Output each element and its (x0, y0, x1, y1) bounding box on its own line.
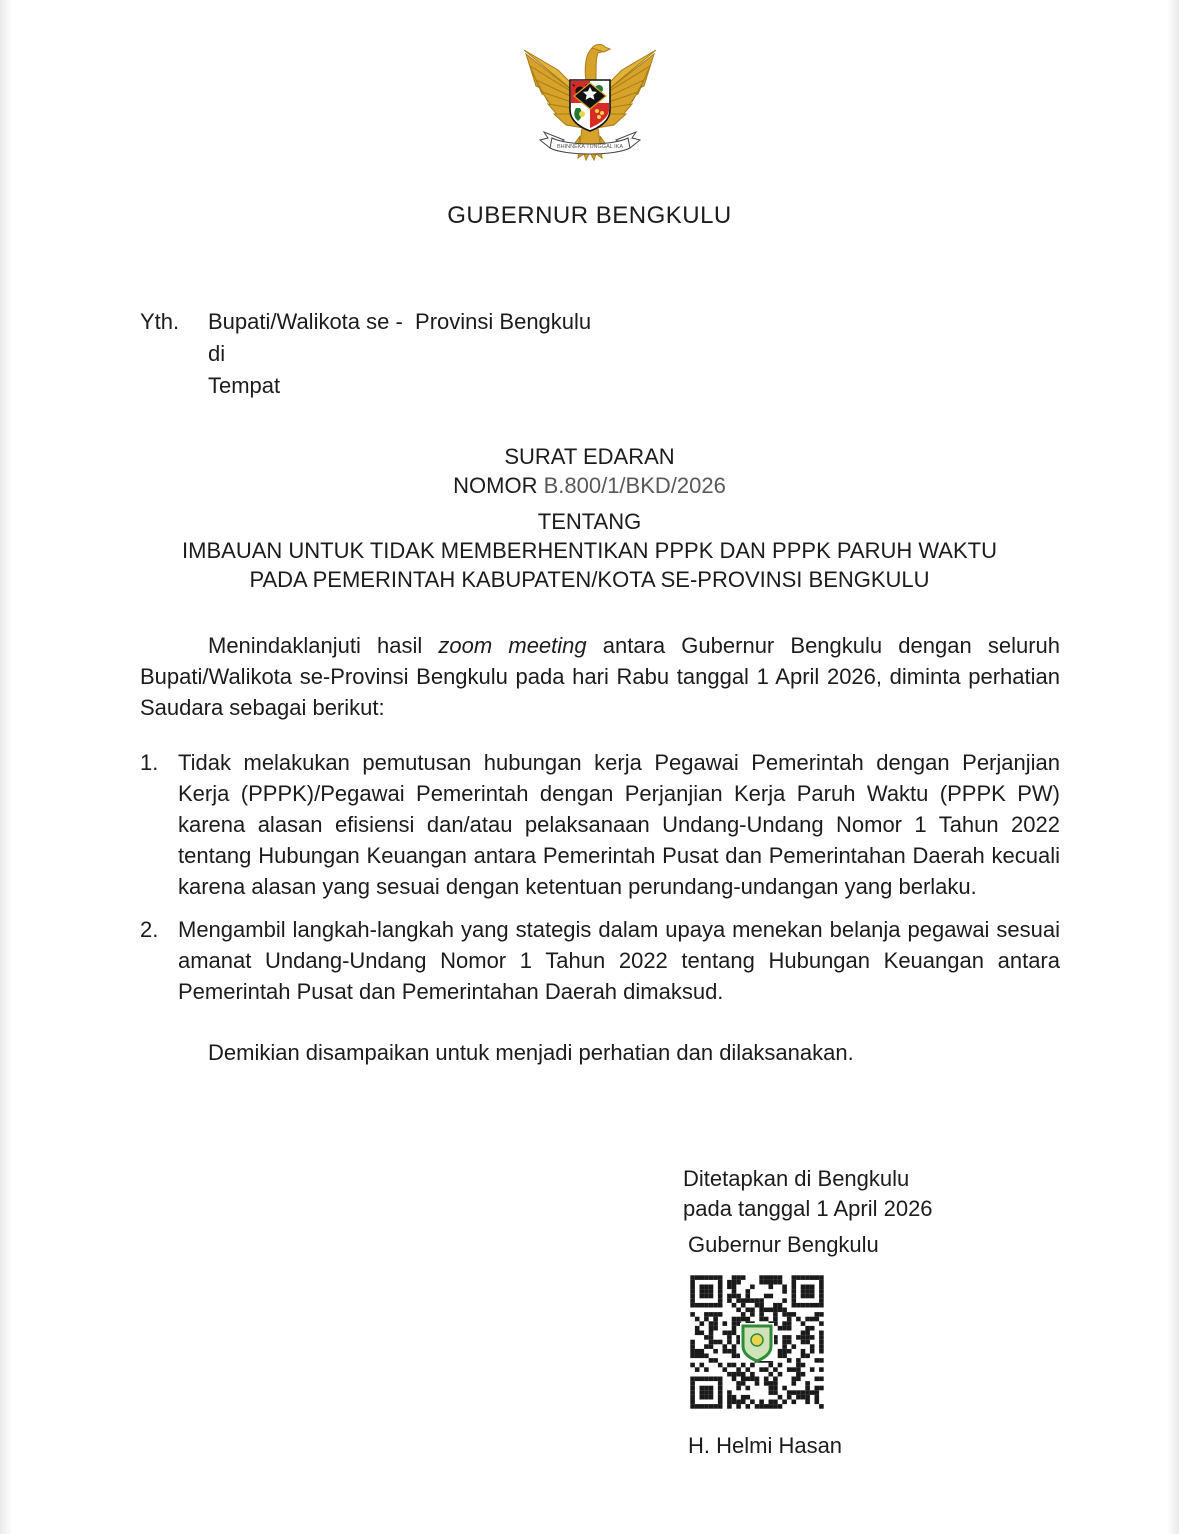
digital-signature-qr-code (683, 1268, 831, 1416)
list-item-1 (140, 747, 1060, 902)
opening-text-italic: zoom meeting (438, 633, 587, 658)
addressee-line2: di (208, 341, 226, 366)
letter-body (140, 630, 1060, 1461)
addressee-block (140, 306, 1179, 402)
garuda-pancasila-emblem-icon (520, 36, 660, 181)
opening-text-post: antara Gubernur Bengkulu dengan seluruh Bupati/Walikota se-Provinsi Bengkulu pada hari Rabu tanggal 1 April 2026, diminta perhatian Saudara sebagai berikut: (140, 633, 1060, 720)
list-item-2 (140, 914, 1060, 1007)
list-item-2-text: Mengambil langkah-langkah yang stategis dalam upaya menekan belanja pegawai sesuai amanat Undang-Undang Nomor 1 Tahun 2022 tentang Hubungan Keuangan antara Pemerintah Pusat dan Pemerintahan Daerah dimaksud. (178, 917, 1060, 1004)
signature-block (683, 1164, 1060, 1461)
opening-paragraph (140, 630, 1060, 723)
list-item-2-number: 2. (140, 917, 159, 942)
numbered-list (140, 747, 1060, 1007)
signature-date: pada tanggal 1 April 2026 (683, 1196, 933, 1221)
doc-type: SURAT EDARAN (504, 444, 675, 469)
closing-paragraph: Demikian disampaikan untuk menjadi perhatian dan dilaksanakan. (208, 1040, 854, 1065)
signature-title: Gubernur Bengkulu (688, 1232, 879, 1257)
emblem-banner-text: BHINNEKA TUNGGAL IKA (556, 144, 623, 150)
doc-title-line2: PADA PEMERINTAH KABUPATEN/KOTA SE-PROVINSI BENGKULU (249, 567, 930, 592)
addressee-line3: Tempat (208, 373, 281, 398)
addressee-salutation: Yth. (140, 309, 180, 334)
letterhead (0, 0, 1179, 181)
doc-number (0, 471, 1179, 500)
subject-block (0, 442, 1179, 594)
list-item-1-text: Tidak melakukan pemutusan hubungan kerja Pegawai Pemerintah dengan Perjanjian Kerja (PPPK)/Pegawai Pemerintah dengan Perjanjian Kerja Paruh Waktu (PPPK PW) karena alasan efisiensi dan/atau pelaksanaan Undang-Undang Nomor 1 Tahun 2022 tentang Hubungan Keuangan antara Pemerintah Pusat dan Pemerintahan Daerah kecuali karena alasan yang sesuai dengan ketentuan perundang-undangan yang berlaku. (178, 750, 1060, 899)
opening-text-pre: Menindaklanjuti hasil (208, 633, 439, 658)
page-edge-left (0, 0, 12, 1534)
letterhead-title: GUBERNUR BENGKULU (447, 202, 732, 229)
signer-name: H. Helmi Hasan (688, 1433, 843, 1458)
doc-number-label: NOMOR (453, 473, 538, 498)
list-item-1-number: 1. (140, 750, 159, 775)
addressee-line1: Bupati/Walikota se - Provinsi Bengkulu (208, 309, 592, 334)
about-label: TENTANG (537, 509, 642, 534)
doc-title-line1: IMBAUAN UNTUK TIDAK MEMBERHENTIKAN PPPK DAN PPPK PARUH WAKTU (182, 538, 997, 563)
page-edge-right (1167, 0, 1179, 1534)
signature-place: Ditetapkan di Bengkulu (683, 1166, 910, 1191)
doc-number-value: B.800/1/BKD/2026 (543, 473, 726, 498)
